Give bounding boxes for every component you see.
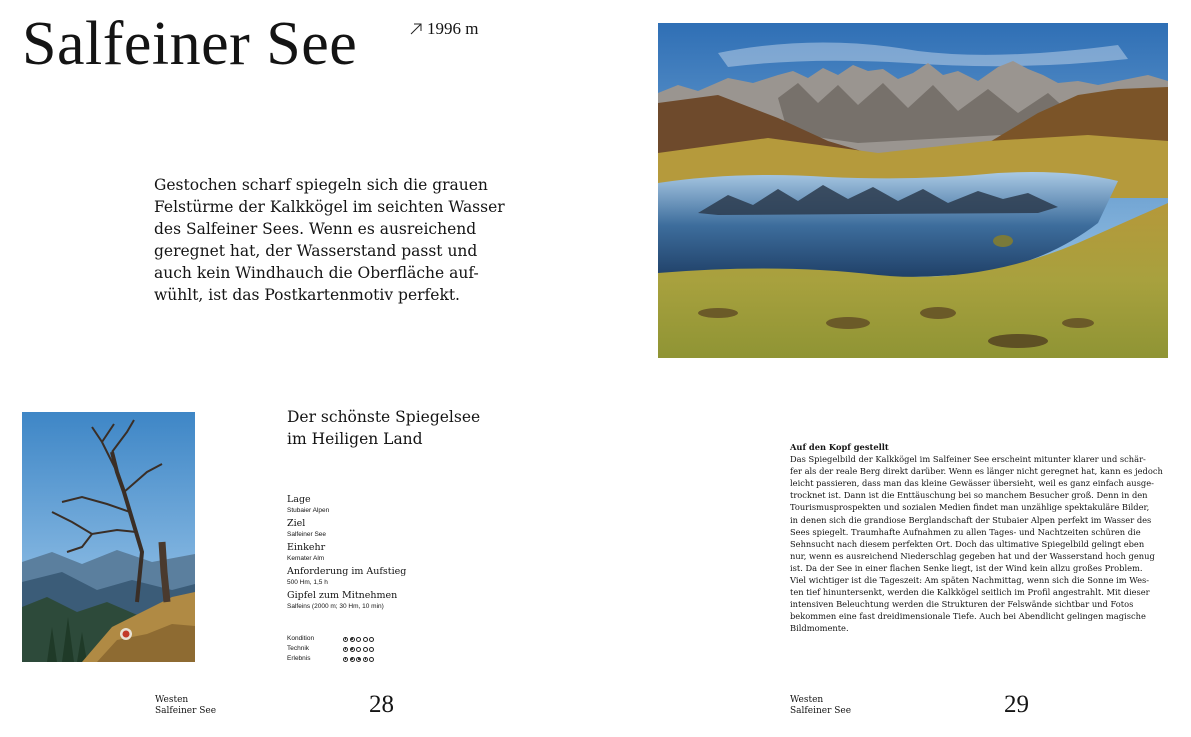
rating-dot-empty bbox=[363, 637, 368, 642]
body-line: bekommen eine fast dreidimensionale Tiefe. Auch bei Abendlicht gelingen magische bbox=[790, 611, 1146, 622]
body-line: Sees spiegelt. Traumhafte Aufnahmen zu allen Tages- und Nachtzeiten schüren die bbox=[790, 526, 1141, 537]
fact-value: Kemater Alm bbox=[287, 555, 325, 562]
body-heading: Auf den Kopf gestellt bbox=[790, 442, 889, 452]
footer-region: Westen bbox=[790, 695, 824, 705]
body-line: ist. Da der See in einer flachen Senke liegt, ist der Wind kein allzu großes Problem. bbox=[790, 562, 1143, 573]
subheading-line: Der schönste Spiegelsee bbox=[287, 408, 481, 426]
rating-dot-empty bbox=[363, 647, 368, 652]
page-number-right: 29 bbox=[1004, 691, 1029, 718]
footer-region: Westen bbox=[155, 695, 189, 705]
fact-label: Ziel bbox=[287, 518, 306, 529]
subheading-line: im Heiligen Land bbox=[287, 430, 423, 448]
fact-value: Stubaier Alpen bbox=[287, 507, 330, 514]
body-line: Tourismusprospekten und sozialen Medien findet man unzählige spektakuläre Bilder, bbox=[790, 502, 1150, 513]
rating-row bbox=[287, 654, 487, 664]
lead-line: des Salfeiner Sees. Wenn es ausreichend bbox=[154, 220, 477, 238]
fact-list bbox=[287, 494, 527, 614]
photo-dead-tree bbox=[22, 412, 195, 662]
lead-line: auch kein Windhauch die Oberfläche auf- bbox=[154, 264, 479, 282]
photo-lake-reflection bbox=[658, 23, 1168, 358]
running-footer-left bbox=[155, 695, 216, 717]
rating-label: Technik bbox=[287, 645, 310, 652]
body-line: leicht passieren, dass man das kleine Gewässer übersieht, weil es ganz einfach ausge- bbox=[790, 478, 1154, 489]
fact-item bbox=[287, 566, 527, 587]
footer-place: Salfeiner See bbox=[790, 706, 852, 716]
lead-line: geregnet hat, der Wasserstand passt und bbox=[154, 242, 478, 260]
fact-item bbox=[287, 590, 527, 611]
section-subheading bbox=[287, 406, 480, 450]
rating-dot-filled bbox=[350, 637, 355, 642]
arrow-up-right-icon bbox=[409, 22, 423, 36]
elevation-value: 1996 m bbox=[427, 19, 479, 38]
rating-dots bbox=[343, 647, 376, 652]
lead-line: Felstürme der Kalkkögel im seichten Wasser bbox=[154, 198, 505, 216]
body-line: trocknet ist. Dann ist die Enttäuschung bei so manchem Besucher groß. Denn in den bbox=[790, 490, 1148, 501]
lead-line: Gestochen scharf spiegeln sich die grauen bbox=[154, 176, 488, 194]
rating-dot-filled bbox=[363, 657, 368, 662]
page-title: Salfeiner See bbox=[22, 10, 358, 78]
fact-item bbox=[287, 494, 527, 515]
rating-dot-filled bbox=[350, 647, 355, 652]
fact-item bbox=[287, 518, 527, 539]
rating-dot-filled bbox=[343, 647, 348, 652]
fact-value: Salfeiner See bbox=[287, 531, 327, 538]
rating-dot-filled bbox=[356, 657, 361, 662]
body-line: nur, wenn es ausreichend Niederschlag gegeben hat und der Wasserstand hoch genug bbox=[790, 550, 1155, 561]
body-text bbox=[790, 441, 1166, 635]
rating-dot-filled bbox=[350, 657, 355, 662]
body-line: ten tief hinuntersenkt, werden die Kalkkögel seitlich im Profil angestrahlt. Mit dieser bbox=[790, 587, 1150, 598]
elevation bbox=[409, 19, 478, 39]
fact-item bbox=[287, 542, 527, 563]
fact-label: Einkehr bbox=[287, 542, 326, 553]
rating-dot-empty bbox=[369, 637, 374, 642]
rating-dot-empty bbox=[369, 657, 374, 662]
body-line: Bildmomente. bbox=[790, 623, 849, 634]
lead-line: wühlt, ist das Postkartenmotiv perfekt. bbox=[154, 286, 460, 304]
rating-dot-empty bbox=[356, 647, 361, 652]
rating-list bbox=[287, 634, 487, 664]
body-line: Viel wichtiger ist die Tageszeit: Am späten Nachmittag, wenn sich die Sonne im Wes- bbox=[790, 575, 1150, 586]
fact-label: Anforderung im Aufstieg bbox=[287, 566, 407, 577]
body-line: fer als der reale Berg direkt darüber. Wenn es länger nicht geregnet hat, kann es jedoch bbox=[790, 466, 1163, 477]
body-line: in denen sich die grandiose Berglandschaft der Stubaier Alpen perfekt im Wasser des bbox=[790, 514, 1152, 525]
body-line: intensiven Beleuchtung werden die Strukturen der Felswände sichtbar und Fotos bbox=[790, 599, 1134, 610]
body-line: Sehnsucht nach diesem perfekten Ort. Doch das ultimative Spiegelbild gelingt eben bbox=[790, 538, 1145, 549]
rating-label: Erlebnis bbox=[287, 655, 311, 662]
rating-label: Kondition bbox=[287, 635, 315, 642]
running-footer-right bbox=[790, 695, 851, 717]
body-line: Das Spiegelbild der Kalkkögel im Salfeiner See erscheint mitunter klarer und schär- bbox=[790, 454, 1146, 465]
page-number-left: 28 bbox=[369, 691, 394, 718]
fact-value: 500 Hm, 1,5 h bbox=[287, 579, 328, 586]
rating-dot-empty bbox=[356, 637, 361, 642]
rating-dot-empty bbox=[369, 647, 374, 652]
rating-row bbox=[287, 634, 487, 644]
lead-paragraph bbox=[154, 174, 534, 306]
rating-dot-filled bbox=[343, 657, 348, 662]
rating-row bbox=[287, 644, 487, 654]
rating-dots bbox=[343, 657, 376, 662]
fact-label: Gipfel zum Mitnehmen bbox=[287, 590, 398, 601]
footer-place: Salfeiner See bbox=[155, 706, 217, 716]
fact-label: Lage bbox=[287, 494, 311, 505]
rating-dot-filled bbox=[343, 637, 348, 642]
fact-value: Salfeins (2000 m; 30 Hm, 10 min) bbox=[287, 603, 384, 610]
rating-dots bbox=[343, 637, 376, 642]
